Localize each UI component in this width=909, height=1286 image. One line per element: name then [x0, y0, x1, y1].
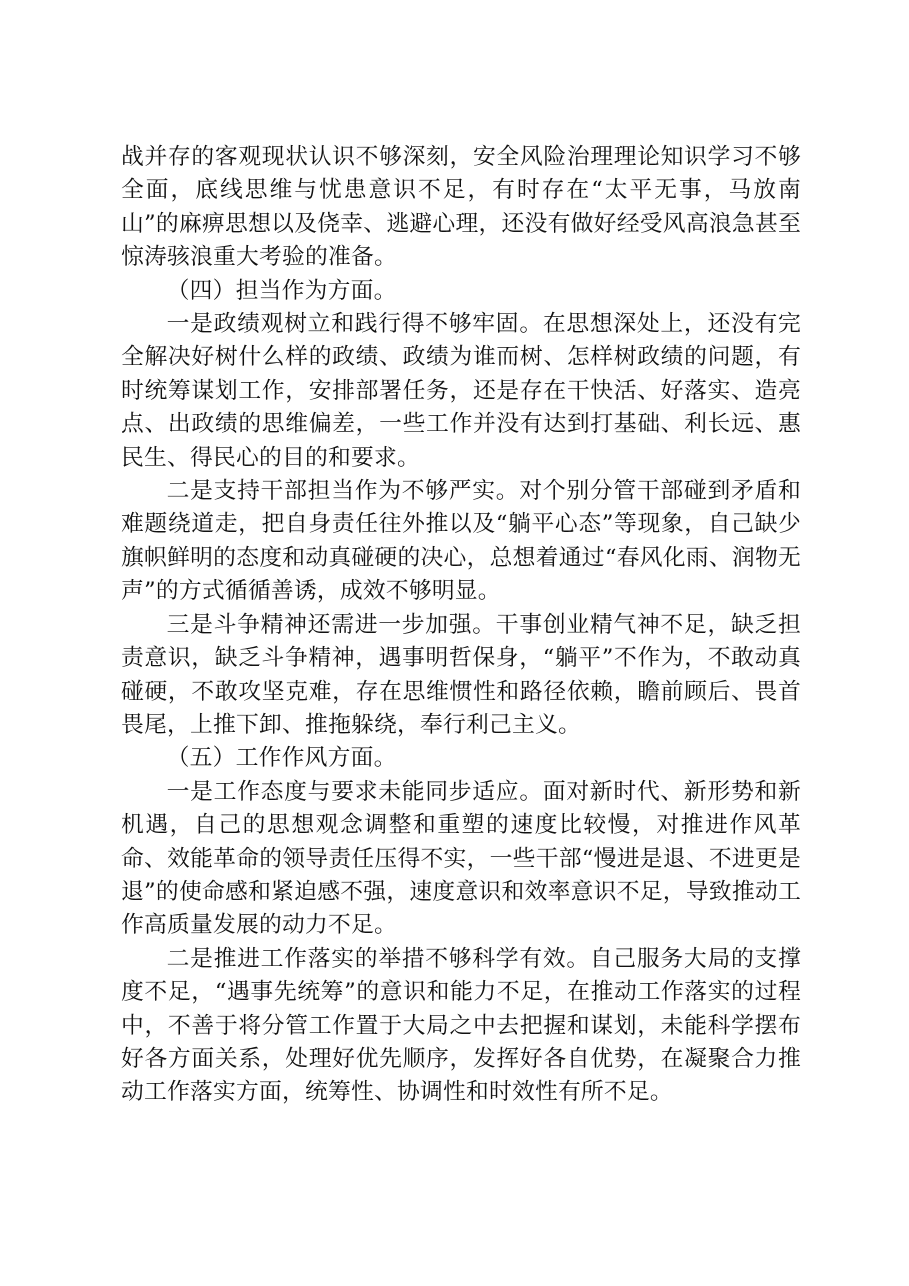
document-page — [121, 141, 801, 1110]
paragraph-achievement-view: 一是政绩观树立和践行得不够牢固。在思想深处上，还没有完全解决好树什么样的政绩、政绩为谁而树、怎样树政绩的问题，有时统筹谋划工作，安排部署任务，还是存在干快活、好落实、造亮点、出政绩的思维偏差，一些工作并没有达到打基础、利长远、惠民生、得民心的目的和要求。 — [121, 311, 801, 471]
paragraph-continuation: 战并存的客观现状认识不够深刻，安全风险治理理论知识学习不够全面，底线思维与忧患意识不足，有时存在“太平无事，马放南山”的麻痹思想以及侥幸、逃避心理，还没有做好经受风高浪急甚至惊涛骇浪重大考验的准备。 — [121, 144, 801, 271]
paragraph-support-cadres: 二是支持干部担当作为不够严实。对个别分管干部碰到矛盾和难题绕道走，把自身责任往外推以及“躺平心态”等现象，自己缺少旗帜鲜明的态度和动真碰硬的决心，总想着通过“春风化雨、润物无声”的方式循循善诱，成效不够明显。 — [121, 478, 801, 605]
paragraph-work-attitude: 一是工作态度与要求未能同步适应。面对新时代、新形势和新机遇，自己的思想观念调整和重塑的速度比较慢，对推进作风革命、效能革命的领导责任压得不实，一些干部“慢进是退、不进更是退”的使命感和紧迫感不强，速度意识和效率意识不足，导致推动工作高质量发展的动力不足。 — [121, 778, 801, 939]
section-heading-four: （四）担当作为方面。 — [166, 277, 397, 304]
paragraph-work-implementation: 二是推进工作落实的举措不够科学有效。自己服务大局的支撑度不足，“遇事先统筹”的意识和能力不足，在推动工作落实的过程中，不善于将分管工作置于大局之中去把握和谋划，未能科学摆布好各方面关系，处理好优先顺序，发挥好各自优势，在凝聚合力推动工作落实方面，统筹性、协调性和时效性有所不足。 — [121, 945, 801, 1106]
paragraph-fighting-spirit: 三是斗争精神还需进一步加强。干事创业精气神不足，缺乏担责意识，缺乏斗争精神，遇事明哲保身，“躺平”不作为，不敢动真碰硬，不敢攻坚克难，存在思维惯性和路径依赖，瞻前顾后、畏首畏尾，上推下卸、推拖躲绕，奉行利己主义。 — [121, 611, 801, 738]
section-heading-five: （五）工作作风方面。 — [166, 745, 397, 772]
